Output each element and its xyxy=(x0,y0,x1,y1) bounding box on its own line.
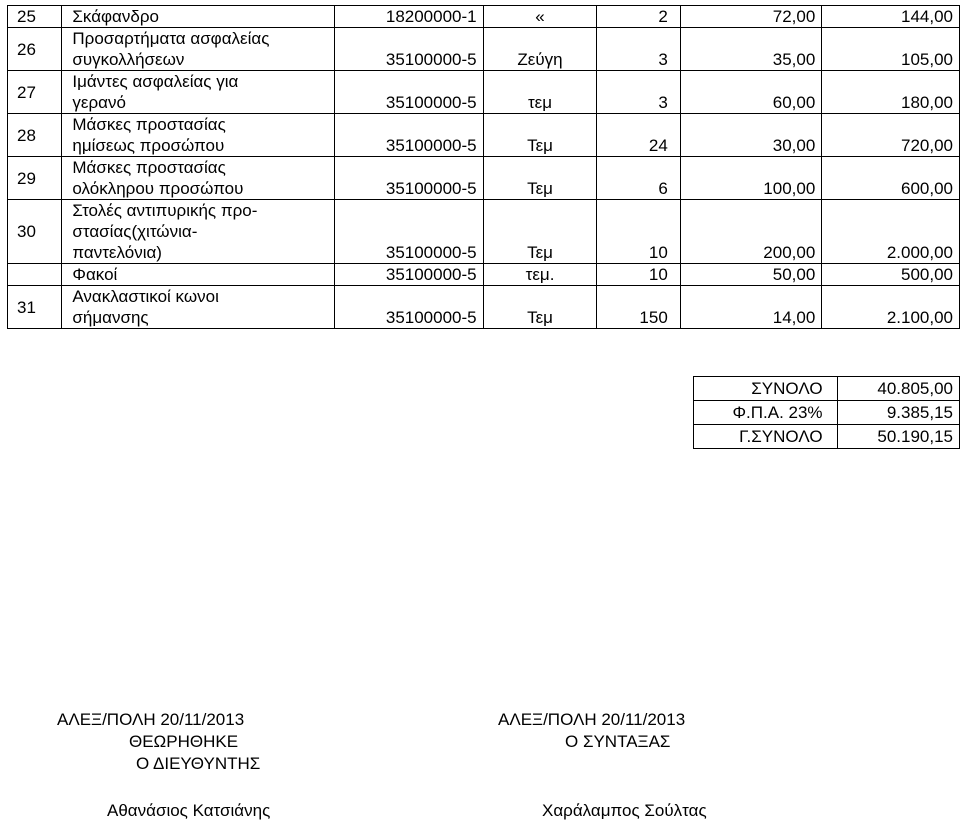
row-number: 31 xyxy=(8,286,62,329)
quantity: 10 xyxy=(597,200,680,264)
line-total: 180,00 xyxy=(822,71,960,114)
cpv-code: 35100000-5 xyxy=(335,286,483,329)
cpv-code: 35100000-5 xyxy=(335,200,483,264)
line-total: 144,00 xyxy=(822,6,960,28)
quantity: 6 xyxy=(597,157,680,200)
cpv-code: 35100000-5 xyxy=(335,157,483,200)
item-description xyxy=(62,157,335,200)
signature-block-left xyxy=(57,709,260,775)
item-description xyxy=(62,6,335,28)
row-number: 25 xyxy=(8,6,62,28)
cpv-code: 35100000-5 xyxy=(335,264,483,286)
row-number: 29 xyxy=(8,157,62,200)
item-description xyxy=(62,286,335,329)
items-table-body xyxy=(8,6,960,329)
totals-row-grand-total xyxy=(694,425,960,449)
quantity: 3 xyxy=(597,28,680,71)
signature-left-role: Ο ΔΙΕΥΘΥΝΤΗΣ xyxy=(136,754,261,773)
unit-price: 60,00 xyxy=(680,71,821,114)
signature-left-name: Αθανάσιος Κατσιάνης xyxy=(107,801,271,820)
line-total: 105,00 xyxy=(822,28,960,71)
signature-left-status: ΘΕΩΡΗΘΗΚΕ xyxy=(129,732,239,751)
unit-of-measure: « xyxy=(483,6,597,28)
table-row xyxy=(8,71,960,114)
row-number xyxy=(8,264,62,286)
item-description-line: Μάσκες προστασίας xyxy=(72,158,226,177)
table-row xyxy=(8,286,960,329)
item-description-line: Ιμάντες ασφαλείας για xyxy=(72,72,239,91)
unit-price: 100,00 xyxy=(680,157,821,200)
unit-of-measure: τεμ xyxy=(483,71,597,114)
vat-value: 9.385,15 xyxy=(837,401,959,425)
table-row xyxy=(8,200,960,264)
item-description xyxy=(62,28,335,71)
quantity: 150 xyxy=(597,286,680,329)
row-number: 28 xyxy=(8,114,62,157)
cpv-code: 35100000-5 xyxy=(335,71,483,114)
signature-right-role: Ο ΣΥΝΤΑΞΑΣ xyxy=(565,732,671,751)
item-description-line: σήμανσης xyxy=(72,308,149,327)
signature-right-place-date: ΑΛΕΞ/ΠΟΛΗ 20/11/2013 xyxy=(498,710,686,729)
item-description-line: Φακοί xyxy=(72,265,118,284)
item-description xyxy=(62,114,335,157)
unit-of-measure: Ζεύγη xyxy=(483,28,597,71)
item-description-line: Ανακλαστικοί κωνοι xyxy=(72,287,219,306)
grand-total-value: 50.190,15 xyxy=(837,425,959,449)
row-number: 27 xyxy=(8,71,62,114)
item-description-line: παντελόνια) xyxy=(72,243,162,262)
unit-of-measure: τεμ. xyxy=(483,264,597,286)
table-row xyxy=(8,264,960,286)
unit-of-measure: Τεμ xyxy=(483,200,597,264)
line-total: 500,00 xyxy=(822,264,960,286)
unit-price: 50,00 xyxy=(680,264,821,286)
table-row xyxy=(8,28,960,71)
item-description xyxy=(62,200,335,264)
signature-block-right xyxy=(498,709,685,753)
row-number: 30 xyxy=(8,200,62,264)
line-total: 600,00 xyxy=(822,157,960,200)
unit-price: 35,00 xyxy=(680,28,821,71)
quantity: 10 xyxy=(597,264,680,286)
vat-label: Φ.Π.Α. 23% xyxy=(694,401,838,425)
totals-row-vat xyxy=(694,401,960,425)
line-total: 720,00 xyxy=(822,114,960,157)
cpv-code: 18200000-1 xyxy=(335,6,483,28)
unit-of-measure: Τεμ xyxy=(483,114,597,157)
unit-price: 200,00 xyxy=(680,200,821,264)
item-description-line: Στολές αντιπυρικής προ- xyxy=(72,201,258,220)
item-description-line: συγκολλήσεων xyxy=(72,50,185,69)
cpv-code: 35100000-5 xyxy=(335,114,483,157)
totals-row-subtotal xyxy=(694,377,960,401)
item-description-line: γερανό xyxy=(72,93,126,112)
table-row xyxy=(8,114,960,157)
signature-left-place-date: ΑΛΕΞ/ΠΟΛΗ 20/11/2013 xyxy=(57,710,245,729)
subtotal-value: 40.805,00 xyxy=(837,377,959,401)
signature-right-name: Χαράλαμπος Σούλτας xyxy=(542,801,707,820)
cpv-code: 35100000-5 xyxy=(335,28,483,71)
item-description xyxy=(62,264,335,286)
unit-price: 30,00 xyxy=(680,114,821,157)
line-total: 2.000,00 xyxy=(822,200,960,264)
item-description-line: στασίας(χιτώνια- xyxy=(72,222,198,241)
line-total: 2.100,00 xyxy=(822,286,960,329)
unit-of-measure: Τεμ xyxy=(483,286,597,329)
item-description-line: Σκάφανδρο xyxy=(72,7,159,26)
unit-price: 72,00 xyxy=(680,6,821,28)
quantity: 3 xyxy=(597,71,680,114)
item-description-line: ημίσεως προσώπου xyxy=(72,136,225,155)
unit-of-measure: Τεμ xyxy=(483,157,597,200)
item-description-line: ολόκληρου προσώπου xyxy=(72,179,244,198)
quantity: 24 xyxy=(597,114,680,157)
item-description xyxy=(62,71,335,114)
table-row xyxy=(8,6,960,28)
unit-price: 14,00 xyxy=(680,286,821,329)
items-table xyxy=(7,5,960,329)
item-description-line: Μάσκες προστασίας xyxy=(72,115,226,134)
subtotal-label: ΣΥΝΟΛΟ xyxy=(694,377,838,401)
row-number: 26 xyxy=(8,28,62,71)
totals-table xyxy=(693,376,960,449)
table-row xyxy=(8,157,960,200)
item-description-line: Προσαρτήματα ασφαλείας xyxy=(72,29,270,48)
grand-total-label: Γ.ΣΥΝΟΛΟ xyxy=(694,425,838,449)
quantity: 2 xyxy=(597,6,680,28)
